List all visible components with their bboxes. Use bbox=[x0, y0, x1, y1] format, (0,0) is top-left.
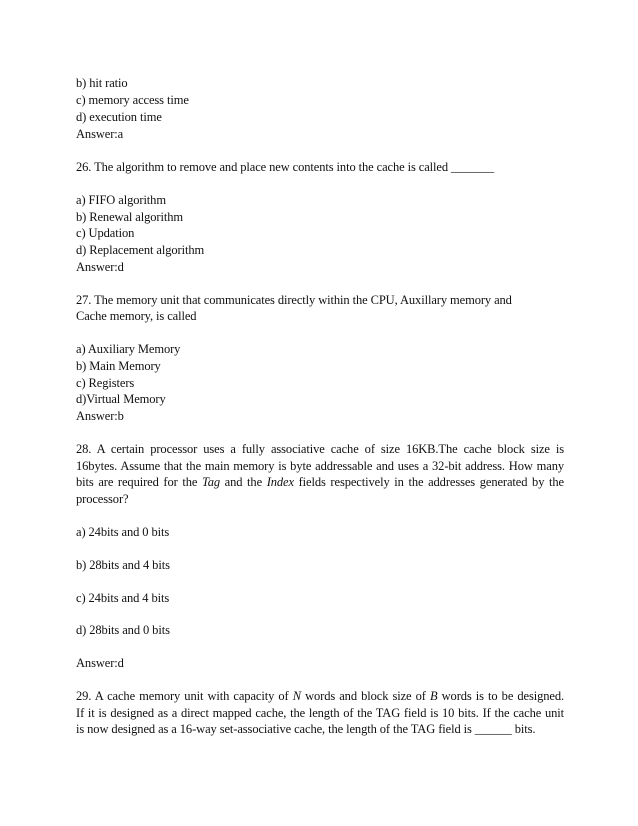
option-b: b) hit ratio bbox=[76, 76, 128, 90]
q29-text-part: words is to be designed. bbox=[441, 689, 565, 703]
option-c: c) Registers bbox=[76, 376, 135, 390]
option-d: d) Replacement algorithm bbox=[76, 243, 205, 257]
option-a: a) FIFO algorithm bbox=[76, 193, 166, 207]
option-d: d) 28bits and 0 bits bbox=[76, 623, 170, 637]
q28-text-part: bits are required for the bbox=[76, 475, 198, 489]
question-29-line-2: If it is designed as a direct mapped cache, the length of the TAG field is 10 bits. If the cache unit bbox=[76, 706, 564, 720]
question-28-line-3 bbox=[76, 474, 564, 490]
option-a: a) 24bits and 0 bits bbox=[76, 525, 170, 539]
option-d: d)Virtual Memory bbox=[76, 392, 166, 406]
question-28-line-4: processor? bbox=[76, 492, 129, 506]
question-28-line-1: 28. A certain processor uses a fully associative cache of size 16KB.The cache block size is bbox=[76, 442, 564, 456]
question-28-line-2: 16bytes. Assume that the main memory is byte addressable and uses a 32-bit address. How many bbox=[76, 459, 564, 473]
answer-text: Answer:a bbox=[76, 127, 124, 141]
answer-text: Answer:d bbox=[76, 656, 124, 670]
b-variable: B bbox=[429, 689, 438, 703]
answer-text: Answer:d bbox=[76, 260, 124, 274]
q28-text-part: fields respectively in the addresses generated by the bbox=[298, 475, 564, 489]
option-a: a) Auxiliary Memory bbox=[76, 342, 181, 356]
option-b: b) 28bits and 4 bits bbox=[76, 558, 170, 572]
answer-text: Answer:b bbox=[76, 409, 124, 423]
tag-term: Tag bbox=[201, 475, 220, 489]
option-b: b) Renewal algorithm bbox=[76, 210, 183, 224]
question-27-line-2: Cache memory, is called bbox=[76, 309, 197, 323]
option-b: b) Main Memory bbox=[76, 359, 161, 373]
option-c: c) Updation bbox=[76, 226, 135, 240]
q29-text-part: 29. A cache memory unit with capacity of bbox=[76, 689, 289, 703]
q29-text-part: words and block size of bbox=[305, 689, 426, 703]
option-d: d) execution time bbox=[76, 110, 162, 124]
option-c: c) 24bits and 4 bits bbox=[76, 591, 170, 605]
n-variable: N bbox=[292, 689, 301, 703]
question-29-line-3: is now designed as a 16-way set-associative cache, the length of the TAG field is ______ bits. bbox=[76, 722, 536, 736]
option-c: c) memory access time bbox=[76, 93, 189, 107]
question-27-line-1: 27. The memory unit that communicates directly within the CPU, Auxillary memory and bbox=[76, 293, 512, 307]
q28-text-part: and the bbox=[224, 475, 263, 489]
question-29-line-1 bbox=[76, 688, 564, 704]
question-26: 26. The algorithm to remove and place new contents into the cache is called _______ bbox=[76, 160, 495, 174]
index-term: Index bbox=[266, 475, 294, 489]
